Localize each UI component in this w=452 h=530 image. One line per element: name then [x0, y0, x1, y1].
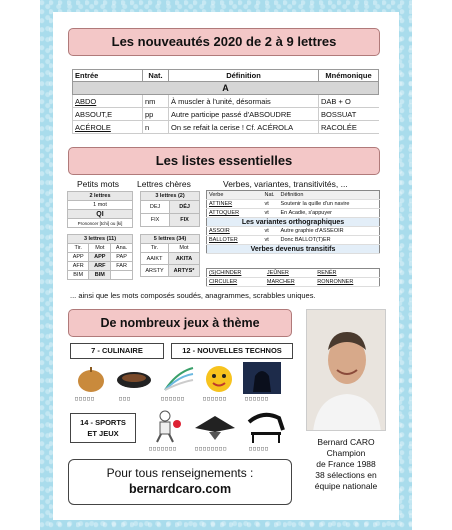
header-count: (2): [177, 193, 185, 199]
cell: APP: [89, 253, 111, 262]
col-entree: Entrée: [73, 70, 143, 82]
author-photo: [306, 309, 386, 431]
header-count: (11): [106, 236, 117, 242]
word-grid: □□□□□□: [245, 396, 270, 402]
word-grid: □□□□□: [75, 396, 96, 402]
portrait-image: [307, 310, 386, 431]
table-row: [207, 278, 380, 287]
cell: BIM: [89, 271, 111, 280]
cell: ARTYS*: [169, 265, 200, 277]
col-verbe: Verbe: [207, 191, 263, 200]
cell: (S)CHINDER: [207, 269, 265, 278]
author-name: Bernard CARO: [317, 437, 375, 447]
cell: Autre graphie d'ASSEOIR: [279, 227, 380, 236]
cell: Tir.: [141, 244, 169, 253]
cell: CIRCULER: [207, 278, 265, 287]
nouveautes-table: [72, 69, 379, 134]
petits-mots-title: Petits mots: [77, 179, 120, 189]
table-row: [73, 108, 379, 121]
cell: vt: [263, 200, 279, 209]
table-header-row: [207, 191, 380, 200]
table-row: [68, 253, 133, 262]
cell: Ana.: [111, 244, 133, 253]
cell: ASSOIR: [207, 227, 263, 236]
word-grid: □□□: [119, 396, 132, 402]
author-sel2: équipe nationale: [314, 481, 378, 491]
table-header: [68, 235, 133, 244]
table-row: [207, 269, 380, 278]
cell: RONRONNER: [315, 278, 379, 287]
table-row: [68, 271, 133, 280]
col-definition: Définition: [169, 70, 319, 82]
banner-nouveautes: Les nouveautés 2020 de 2 à 9 lettres: [68, 28, 380, 56]
table-row: [141, 265, 200, 277]
table-row: [207, 200, 380, 209]
theme-technos: 12 - NOUVELLES TECHNOS: [171, 343, 293, 359]
nat-cell: nm: [143, 95, 169, 108]
entry-cell: ABDO: [73, 95, 143, 108]
cell: ATTINER: [207, 200, 263, 209]
author-title2: de France 1988: [316, 459, 376, 469]
wok-icon: [115, 366, 153, 394]
petits-2l-table: [67, 191, 133, 228]
fiber-optic-icon: [161, 364, 195, 394]
table-row: [68, 262, 133, 271]
cell: 1 mot: [68, 201, 133, 210]
header-count: (34): [176, 236, 187, 242]
cell: ARSTY: [141, 265, 169, 277]
cell: AAIKT: [141, 253, 169, 265]
word-grid: □□□□□□: [161, 396, 186, 402]
def-cell: Autre participe passé d'ABSOUDRE: [169, 108, 319, 121]
table-row: [141, 253, 200, 265]
table-row: [73, 121, 379, 134]
emoji-icon: [203, 364, 235, 394]
cell: Mot: [169, 244, 200, 253]
theme-sports-l2: ET JEUX: [87, 429, 119, 438]
author-title1: Champion: [326, 448, 366, 458]
cell: BIM: [68, 271, 89, 280]
transitifs-title: Verbes devenus transitifs: [207, 245, 380, 254]
cell: vt: [263, 209, 279, 218]
theme-sports: [70, 413, 136, 443]
cell: [111, 271, 133, 280]
table-row: [141, 214, 200, 227]
col-mnemonique: Mnémonique: [319, 70, 379, 82]
entry-cell: ACÉROLE: [73, 121, 143, 134]
col-nat: Nat.: [263, 191, 279, 200]
cell: AFR: [68, 262, 89, 271]
verbes-title: Verbes, variantes, transitivités, ...: [223, 179, 348, 189]
cell: PAP: [111, 253, 133, 262]
variantes-title: Les variantes orthographiques: [207, 218, 380, 227]
cell: APP: [68, 253, 89, 262]
banner-listes: Les listes essentielles: [68, 147, 380, 175]
lettres-cheres-title: Lettres chères: [137, 179, 191, 189]
cell: vt: [263, 227, 279, 236]
info-line1: Pour tous renseignements :: [106, 466, 254, 480]
def-cell: À muscler à l'unité, désormais: [169, 95, 319, 108]
header-text: 5 lettres: [153, 236, 175, 242]
cell: Soutenir la quille d'un navire: [279, 200, 380, 209]
mnemo-cell: DAB + O: [319, 95, 379, 108]
cell: vt: [263, 236, 279, 245]
word-grid: □□□□□□: [203, 396, 228, 402]
cell: JEÛNER: [265, 269, 315, 278]
ainsi-text: ... ainsi que les mots composés soudés, anagrammes, scrabbles uniques.: [70, 291, 316, 300]
cell: Donc BALLOT(T)ER: [279, 236, 380, 245]
hacker-icon: [243, 362, 281, 394]
cell: RENÉR: [315, 269, 379, 278]
nat-cell: pp: [143, 108, 169, 121]
table-header-row: [73, 70, 379, 82]
transitifs-table: [206, 268, 380, 287]
cell: FAR: [111, 262, 133, 271]
section-row: [73, 82, 379, 95]
cell: BALLOTER: [207, 236, 263, 245]
petits-3l-table: [67, 234, 133, 280]
page-frame: [40, 0, 412, 530]
theme-culinaire: 7 - CULINAIRE: [70, 343, 164, 359]
entry-cell: ABSOUT,E: [73, 108, 143, 121]
website-link[interactable]: bernardcaro.com: [128, 482, 232, 496]
def-cell: On se refait la cerise ! Cf. ACÉROLA: [169, 121, 319, 134]
table-row: [141, 201, 200, 214]
table-header: [141, 235, 200, 244]
cell: ATTOQUER: [207, 209, 263, 218]
cell: FIX: [141, 214, 170, 227]
table-header: [141, 192, 200, 201]
cell: Mot: [89, 244, 111, 253]
cell: AKITA: [169, 253, 200, 265]
header-text: 3 lettres: [83, 236, 106, 242]
author-bio: [293, 437, 399, 492]
word-grid: □□□□□□□: [149, 446, 178, 452]
mnemo-cell: BOSSUAT: [319, 108, 379, 121]
word-grid: □□□□□□□□: [195, 446, 228, 452]
table-header: 2 lettres: [68, 192, 133, 201]
cell: MARCHER: [265, 278, 315, 287]
cheres-5l-table: [140, 234, 200, 277]
cell: DÉJ: [170, 201, 200, 214]
cell: Prononcer [tchi] ou [ki]: [68, 219, 133, 228]
cheres-3l-table: [140, 191, 200, 227]
banner-jeux: De nombreux jeux à thème: [68, 309, 292, 337]
cell: En Acadie, s'appuyer: [279, 209, 380, 218]
cell: FIX: [170, 214, 200, 227]
mnemo-cell: RACOLÉE: [319, 121, 379, 134]
col-definition: Définition: [279, 191, 380, 200]
author-sel1: 38 sélections en: [315, 470, 377, 480]
table-row: [207, 236, 380, 245]
table-row: [73, 95, 379, 108]
pingpong-icon: [147, 408, 187, 444]
wingsuit-icon: [193, 412, 237, 442]
nat-cell: n: [143, 121, 169, 134]
table-row: [207, 227, 380, 236]
table-row: [207, 209, 380, 218]
cell: QI: [68, 210, 133, 219]
verbes-table: [206, 190, 380, 254]
col-nat: Nat.: [143, 70, 169, 82]
cell: DEJ: [141, 201, 170, 214]
header-text: 3 lettres: [155, 193, 177, 199]
info-box: [68, 459, 292, 505]
cell: ARF: [89, 262, 111, 271]
cell: Tir.: [68, 244, 89, 253]
hurdle-icon: [243, 408, 287, 444]
section-letter: A: [73, 82, 379, 95]
flyer-page: [53, 12, 399, 520]
theme-sports-l1: 14 - SPORTS: [80, 418, 126, 427]
word-grid: □□□□□: [249, 446, 270, 452]
onion-icon: [73, 364, 109, 394]
